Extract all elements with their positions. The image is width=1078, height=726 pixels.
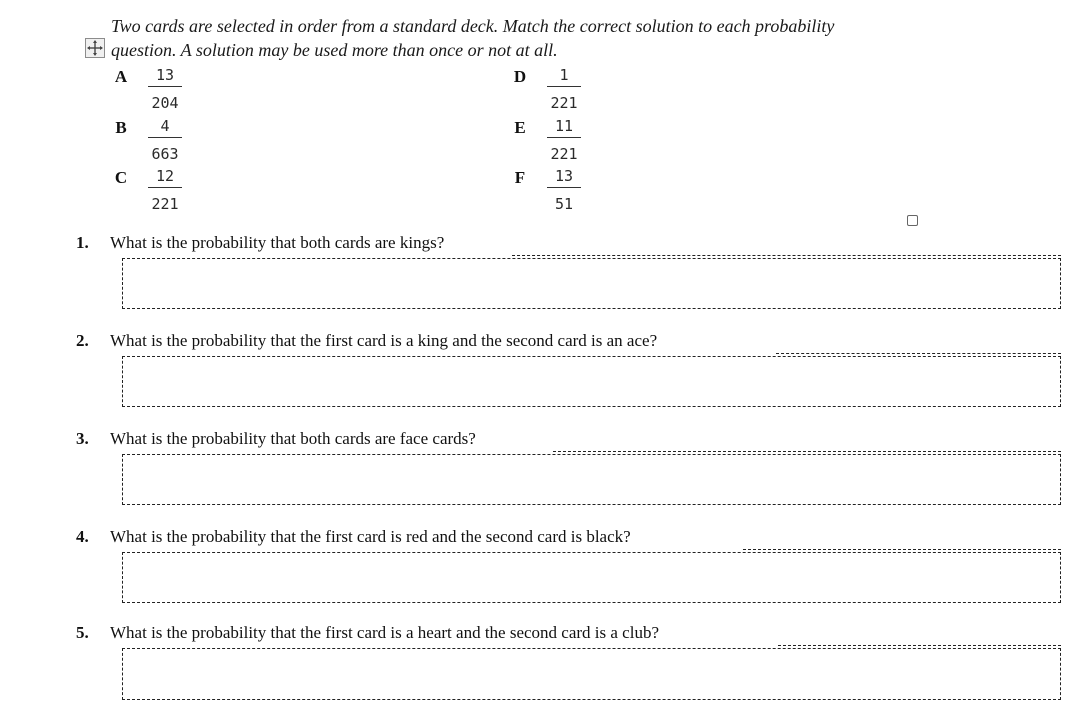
option-e-letter: E — [514, 118, 526, 137]
move-cross-icon[interactable] — [85, 38, 105, 58]
question-1-answer-box[interactable] — [122, 258, 1061, 309]
question-5-number: 5. — [76, 623, 89, 642]
question-5-text: What is the probability that the first card is a heart and the second card is a club? — [110, 623, 659, 642]
option-c-fraction — [148, 165, 182, 215]
option-d-letter: D — [513, 67, 527, 86]
option-a-denominator: 204 — [151, 94, 179, 112]
question-3-number: 3. — [76, 429, 89, 448]
question-2-number: 2. — [76, 331, 89, 350]
option-b-fraction — [148, 115, 182, 165]
question-4-answer-box[interactable] — [122, 552, 1061, 603]
instructions-line-1: Two cards are selected in order from a standard deck. Match the correct solution to each probability — [111, 16, 835, 36]
option-e-numerator: 11 — [547, 115, 581, 138]
question-1-text: What is the probability that both cards are kings? — [110, 233, 445, 252]
question-1-guide-line — [512, 255, 1061, 256]
option-c-denominator: 221 — [151, 195, 179, 213]
question-3-guide-line — [553, 451, 1061, 452]
option-a-fraction — [148, 64, 182, 114]
question-2-guide-line — [776, 353, 1061, 354]
option-f-numerator: 13 — [547, 165, 581, 188]
option-d-fraction — [547, 64, 581, 114]
question-3-text: What is the probability that both cards are face cards? — [110, 429, 476, 448]
option-e-fraction — [547, 115, 581, 165]
question-1-number: 1. — [76, 233, 89, 252]
option-c-numerator: 12 — [148, 165, 182, 188]
question-2-answer-box[interactable] — [122, 356, 1061, 407]
option-e-denominator: 221 — [550, 145, 578, 163]
option-d-numerator: 1 — [547, 64, 581, 87]
checkbox-icon[interactable] — [907, 215, 918, 226]
option-a-numerator: 13 — [148, 64, 182, 87]
option-b-numerator: 4 — [148, 115, 182, 138]
question-2-text: What is the probability that the first card is a king and the second card is an ace? — [110, 331, 658, 350]
option-a-letter: A — [114, 67, 128, 86]
option-f-fraction — [547, 165, 581, 215]
question-5-answer-box[interactable] — [122, 648, 1061, 700]
option-b-letter: B — [115, 118, 127, 137]
instructions-line-2: question. A solution may be used more than once or not at all. — [111, 40, 558, 60]
question-4-number: 4. — [76, 527, 89, 546]
option-f-denominator: 51 — [554, 195, 574, 213]
question-5-guide-line — [778, 645, 1061, 646]
option-c-letter: C — [114, 168, 128, 187]
option-b-denominator: 663 — [151, 145, 179, 163]
option-f-letter: F — [514, 168, 526, 187]
option-d-denominator: 221 — [550, 94, 578, 112]
question-4-guide-line — [743, 549, 1061, 550]
instructions — [111, 14, 1011, 62]
question-3-answer-box[interactable] — [122, 454, 1061, 505]
question-4-text: What is the probability that the first card is red and the second card is black? — [110, 527, 631, 546]
